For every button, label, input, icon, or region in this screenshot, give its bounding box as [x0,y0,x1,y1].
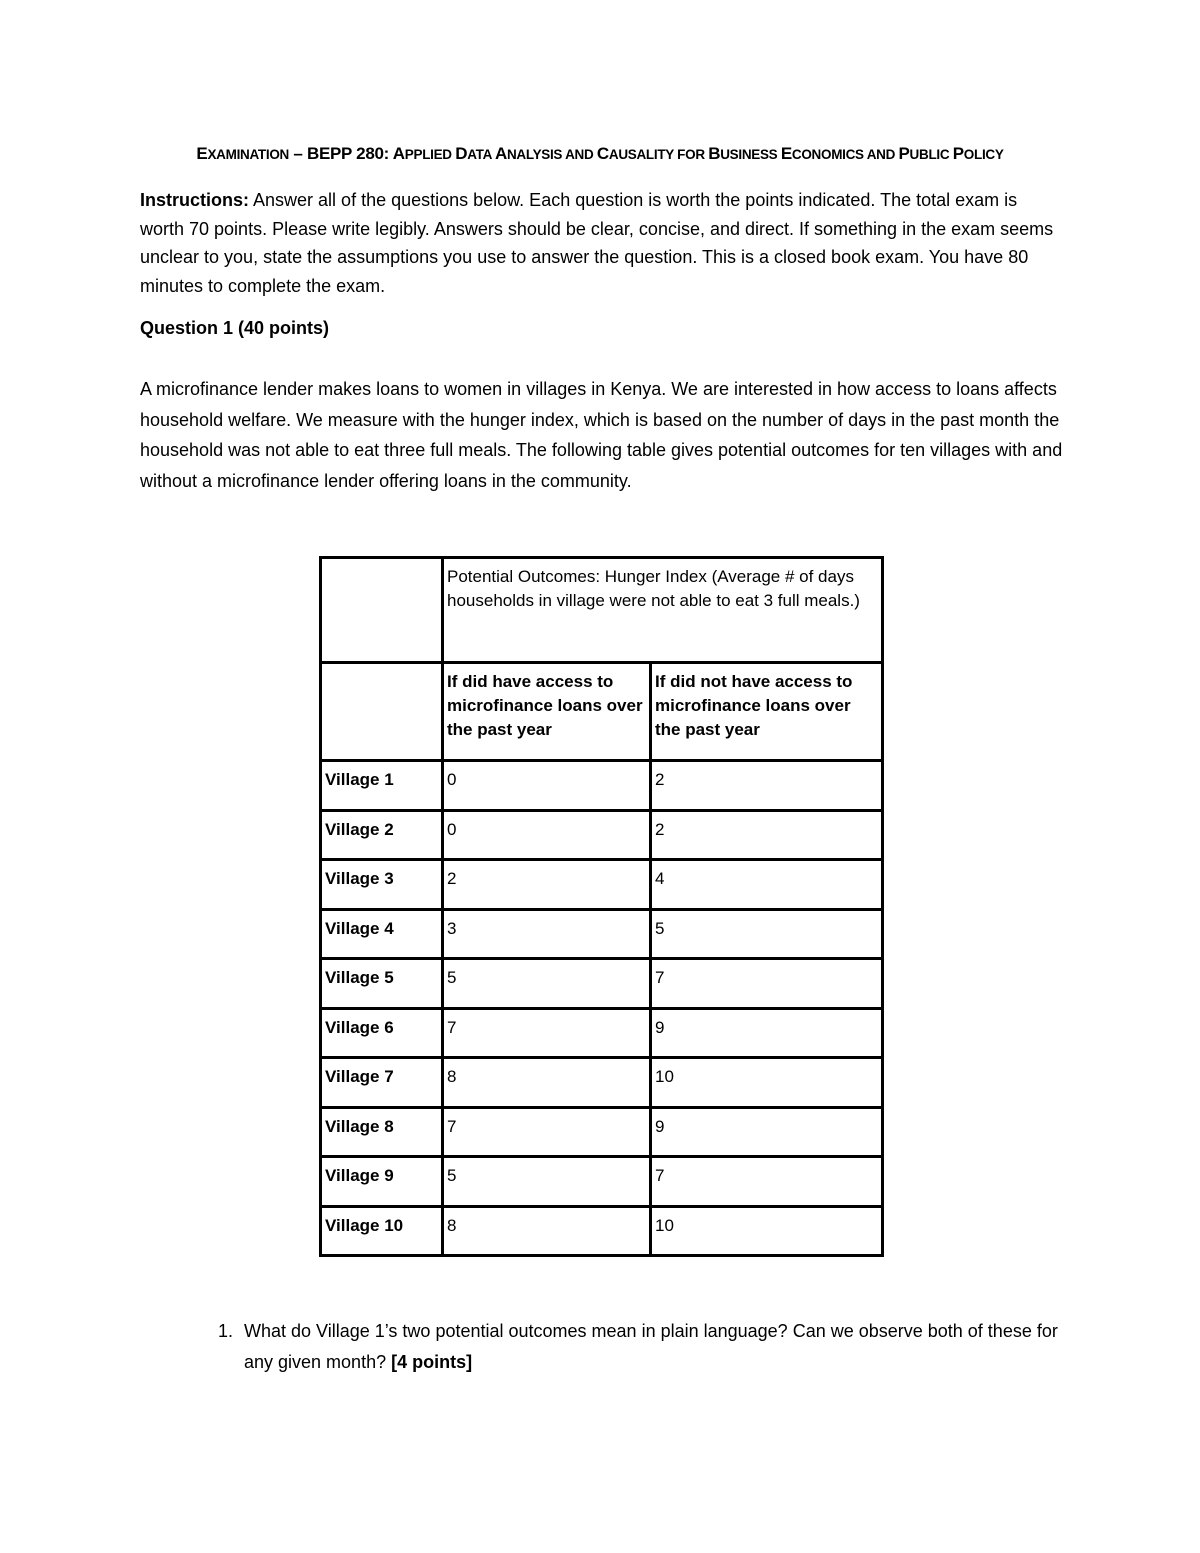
village-label: Village 6 [321,1008,443,1058]
village-label: Village 4 [321,909,443,959]
village-label: Village 9 [321,1157,443,1207]
potential-outcomes-table [319,556,884,1257]
table-row [321,1008,883,1058]
with-access-value: 5 [443,959,651,1009]
title-segment: A [494,144,507,163]
instructions-label: Instructions: [140,190,250,210]
table-row [321,959,883,1009]
title-segment: E [196,144,208,163]
with-access-value: 2 [443,860,651,910]
title-segment: – BEPP 280: A [288,144,405,163]
with-access-value: 0 [443,810,651,860]
table-row [321,810,883,860]
title-segment: ATA [467,147,495,162]
with-access-value: 5 [443,1157,651,1207]
without-access-value: 5 [651,909,883,959]
title-segment: B [708,144,721,163]
table-subheader-row [321,663,883,761]
question-points: [4 points] [391,1352,473,1372]
table-header: Potential Outcomes: Hunger Index (Average # of days households in village were not able to eat 3 full meals.) [443,558,883,663]
question-number: 1. [218,1321,234,1341]
title-segment: USINESS [720,147,781,162]
with-access-value: 8 [443,1058,651,1108]
village-label: Village 5 [321,959,443,1009]
exam-title [0,144,1200,164]
without-access-value: 10 [651,1206,883,1256]
table-empty-cell [321,663,443,761]
without-access-value: 2 [651,810,883,860]
village-label: Village 7 [321,1058,443,1108]
table-row [321,1157,883,1207]
without-access-value: 2 [651,761,883,811]
with-access-value: 3 [443,909,651,959]
without-access-value: 9 [651,1107,883,1157]
instructions [140,186,1065,300]
col-with-access: If did have access to microfinance loans over the past year [443,663,651,761]
col-without-access: If did not have access to microfinance loans over the past year [651,663,883,761]
village-label: Village 10 [321,1206,443,1256]
title-segment: UBLIC [909,147,953,162]
without-access-value: 10 [651,1058,883,1108]
title-segment: D [455,144,468,163]
table-row [321,909,883,959]
table-header-row [321,558,883,663]
village-label: Village 2 [321,810,443,860]
title-segment: E [780,144,792,163]
table-row [321,860,883,910]
without-access-value: 9 [651,1008,883,1058]
without-access-value: 7 [651,1157,883,1207]
title-segment: OLICY [963,147,1004,162]
table-empty-cell [321,558,443,663]
question-1 [218,1316,1064,1378]
table-row [321,1107,883,1157]
table-row [321,1206,883,1256]
title-segment: XAMINATION [207,147,289,162]
with-access-value: 7 [443,1107,651,1157]
title-segment: PPLIED [404,147,456,162]
instructions-text: Answer all of the questions below. Each question is worth the points indicated. The total exam is worth 70 points. Please write legibly. Answers should be clear, concise, and direct. If something in the exam seems unclear to you, state the assumptions you use to answer the question. This is a closed book exam. You have 80 minutes to complete the exam. [140,190,1054,296]
title-segment: P [952,144,964,163]
title-segment: P [898,144,910,163]
with-access-value: 7 [443,1008,651,1058]
table-row [321,761,883,811]
question-text: What do Village 1’s two potential outcomes mean in plain language? Can we observe both of these for any given month? [244,1321,1058,1372]
with-access-value: 0 [443,761,651,811]
question-intro: A microfinance lender makes loans to women in villages in Kenya. We are interested in how access to loans affects household welfare. We measure with the hunger index, which is based on the number of days in the past month the household was not able to eat three full meals. The following table gives potential outcomes for ten villages with and without a microfinance lender offering loans in the community. [140,379,1063,491]
village-label: Village 3 [321,860,443,910]
title-segment: AUSALITY FOR [608,147,709,162]
without-access-value: 7 [651,959,883,1009]
village-label: Village 1 [321,761,443,811]
question-heading: Question 1 (40 points) [140,318,330,338]
table-row [321,1058,883,1108]
village-label: Village 8 [321,1107,443,1157]
title-segment: C [596,144,609,163]
with-access-value: 8 [443,1206,651,1256]
title-segment: NALYSIS AND [506,147,597,162]
without-access-value: 4 [651,860,883,910]
title-segment: CONOMICS AND [791,147,899,162]
